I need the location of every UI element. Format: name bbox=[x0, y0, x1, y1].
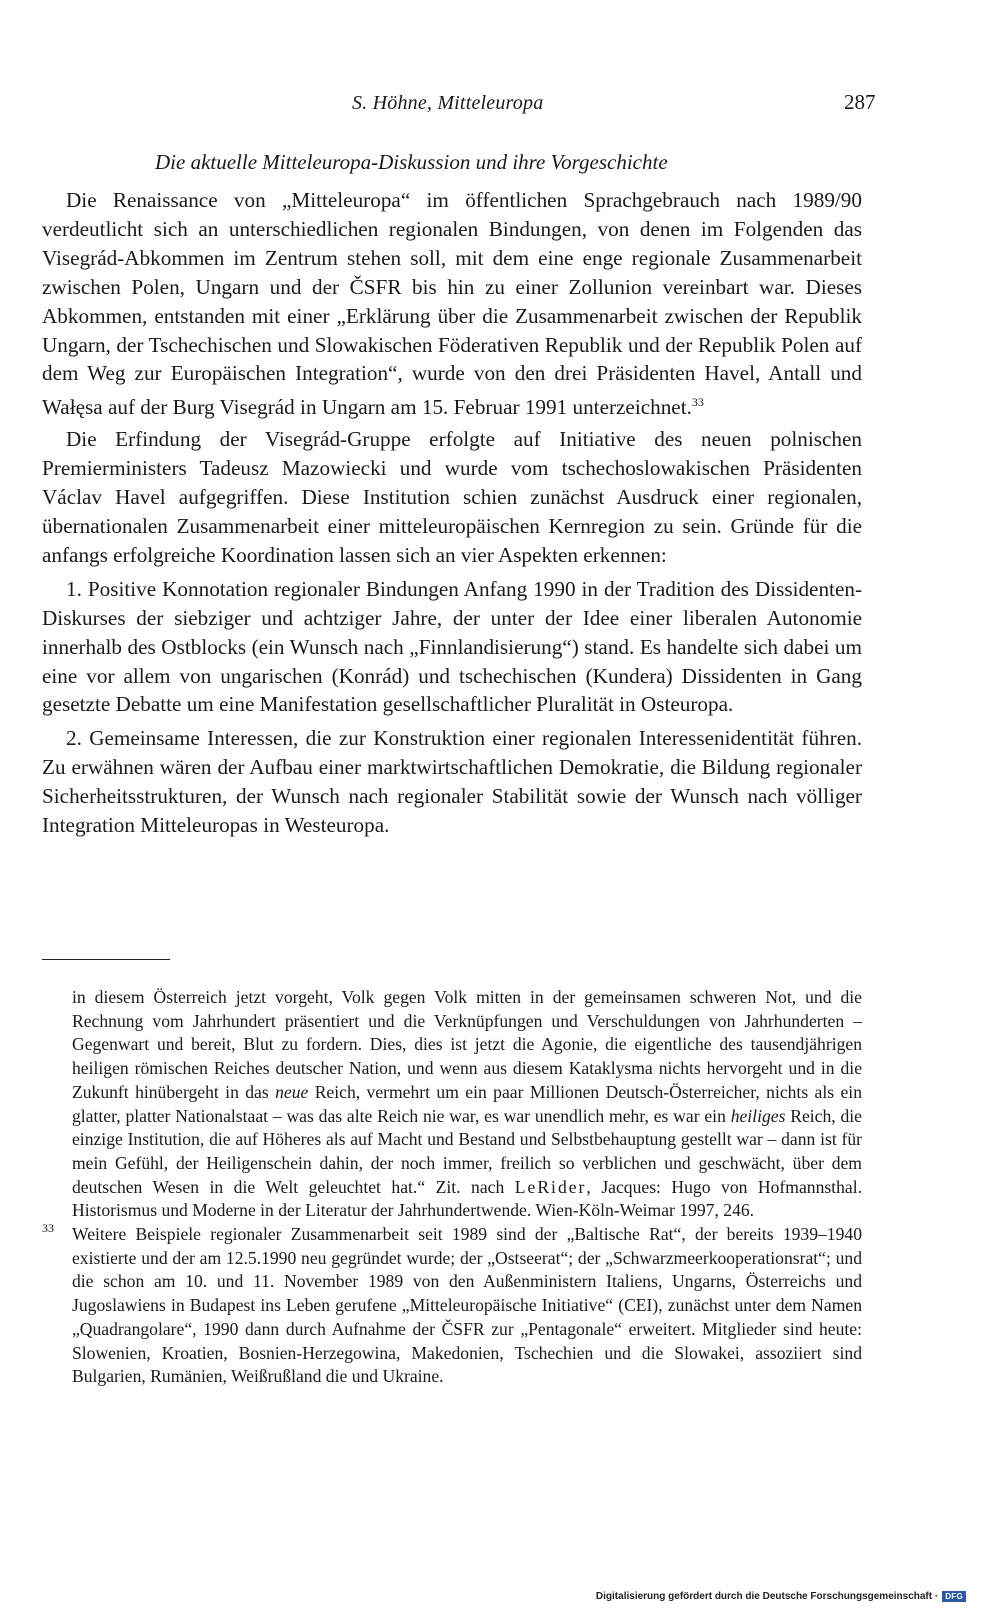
footnote-separator bbox=[42, 959, 170, 960]
footnote-33 bbox=[42, 1221, 862, 1389]
footnotes bbox=[42, 986, 862, 1389]
footnote-33-text: Weitere Beispiele regionaler Zusammenarbeit seit 1989 sind der „Baltische Rat“, der bereits 1939–1940 existierte und der am 12.5.1990 neu gegründet wurde; der „Ostseerat“; der „Schwarzmeerkooperationsrat“; und die schon am 10. und 11. November 1989 von den Außenministern Italiens, Ungarns, Österreichs und Jugoslawiens in Budapest ins Leben gerufene „Mitteleuropäische Initiative“ (CEI), zunächst unter dem Namen „Quadrangolare“, 1990 dann durch Aufnahme der ČSFR zur „Pentagonale“ erweitert. Mitglieder sind heute: Slowenien, Kroatien, Bosnien-Herzegowina, Makedonien, Tschechien und die Slowakei, assoziiert sind Bulgarien, Rumänien, Weißrußland die und Ukraine. bbox=[72, 1224, 862, 1387]
footnote-emphasis: heiliges bbox=[730, 1105, 786, 1126]
footnote-emphasis: neue bbox=[275, 1081, 309, 1102]
paragraph-3: 1. Positive Konnotation regionaler Bindungen Anfang 1990 in der Tradition des Dissidenten-Diskurses der siebziger und achtziger Jahre, der unter der Idee einer liberalen Autonomie innerhalb des Ostblocks (ein Wunsch nach „Finnlandisierung“) stand. Es handelte sich dabei um eine vor allem von ungarischen (Konrád) und tschechischen (Kundera) Dissidenten in Gang gesetzte Debatte um eine Manifestation gesellschaftlicher Pluralität in Osteuropa. bbox=[42, 576, 862, 717]
body-text bbox=[42, 186, 862, 840]
page-number: 287 bbox=[844, 90, 876, 114]
paragraph-4: 2. Gemeinsame Interessen, die zur Konstruktion einer regionalen Interessenidentität führen. Zu erwähnen wären der Aufbau einer marktwirtschaftlichen Demokratie, die Bildung regionaler Sicherheitsstrukturen, der Wunsch nach regionaler Stabilität sowie der Wunsch nach völliger Integration Mitteleuropas in Westeuropa. bbox=[42, 726, 862, 838]
running-header: S. Höhne, Mitteleuropa bbox=[352, 92, 544, 114]
footnote-continuation-part: , Jacques: Hugo von Hofmannsthal. Historismus und Moderne in der Literatur der Jahrhundertwende. Wien-Köln-Weimar 1997, 246. bbox=[72, 1176, 862, 1221]
footnote-continuation-part: Reich, die einzige Institution, die auf Höheres als auf Macht und Bestand und Selbstbehauptung gestellt war – dann ist für mein Gefühl, der Heiligenschein dahin, der noch immer, freilich so verblichen und geschwächt, über dem deutschen Wesen in die Welt geleuchtet hat.“ Zit. nach bbox=[72, 1105, 862, 1197]
digitization-credit bbox=[596, 1591, 966, 1602]
footnote-author: LeRider bbox=[514, 1176, 587, 1197]
paragraph-1-text: Die Renaissance von „Mitteleuropa“ im öffentlichen Sprachgebrauch nach 1989/90 verdeutlicht sich an unterschiedlichen regionalen Bindungen, von denen im Folgenden das Visegrád-Abkommen im Zentrum stehen soll, mit dem eine enge regionale Zusammenarbeit zwischen Polen, Ungarn und der ČSFR bis hin zu einer Zollunion vereinbart war. Dieses Abkommen, entstanden mit einer „Erklärung über die Zusammenarbeit zwischen der Republik Ungarn, der Tschechischen und Slowakischen Föderativen Republik und der Republik Polen auf dem Weg zur Europäischen Integration“, wurde von den drei Präsidenten Havel, Antall und Wałęsa auf der Burg Visegrád in Ungarn am 15. Februar 1991 unterzeichnet. bbox=[42, 188, 862, 420]
credit-text: Digitalisierung gefördert durch die Deutsche Forschungsgemeinschaft · bbox=[595, 1591, 939, 1602]
paragraph-1 bbox=[42, 186, 862, 422]
footnote-continuation bbox=[72, 986, 862, 1223]
footnote-continuation-part: Reich, vermehrt um ein paar Millionen Deutsch-Österreicher, nichts als ein glatter, platter Nationalstaat – was das alte Reich nie war, es war unendlich mehr, es war ein bbox=[72, 1081, 862, 1126]
footnote-continuation-part: in diesem Österreich jetzt vorgeht, Volk gegen Volk mitten in der gemeinsamen schweren Not, und die Rechnung vom Jahrhundert präsentiert und die Verknüpfungen und Verschuldungen von Jahrhunderten – Gegenwart und bereit, Blut zu fordern. Dies, dies ist jetzt die Agonie, die eigentliche des tausendjährigen heiligen römischen Reiches deutscher Nation, und wenn aus diesem Kataklysma nichts hervorgeht und in die Zukunft hinübergeht in das bbox=[72, 987, 862, 1102]
section-heading: Die aktuelle Mitteleuropa-Diskussion und ihre Vorgeschichte bbox=[155, 150, 668, 174]
footnote-number: 33 bbox=[42, 1221, 54, 1236]
dfg-logo: DFG bbox=[942, 1591, 966, 1602]
footnote-ref-33[interactable]: 33 bbox=[691, 395, 704, 410]
paragraph-2: Die Erfindung der Visegrád-Gruppe erfolgte auf Initiative des neuen polnischen Premierministers Tadeusz Mazowiecki und wurde vom tschechoslowakischen Präsidenten Václav Havel aufgegriffen. Diese Institution schien zunächst Ausdruck einer regionalen, übernationalen Zusammenarbeit einer mitteleuropäischen Kernregion zu sein. Gründe für die anfangs erfolgreiche Koordination lassen sich an vier Aspekten erkennen: bbox=[42, 427, 862, 567]
